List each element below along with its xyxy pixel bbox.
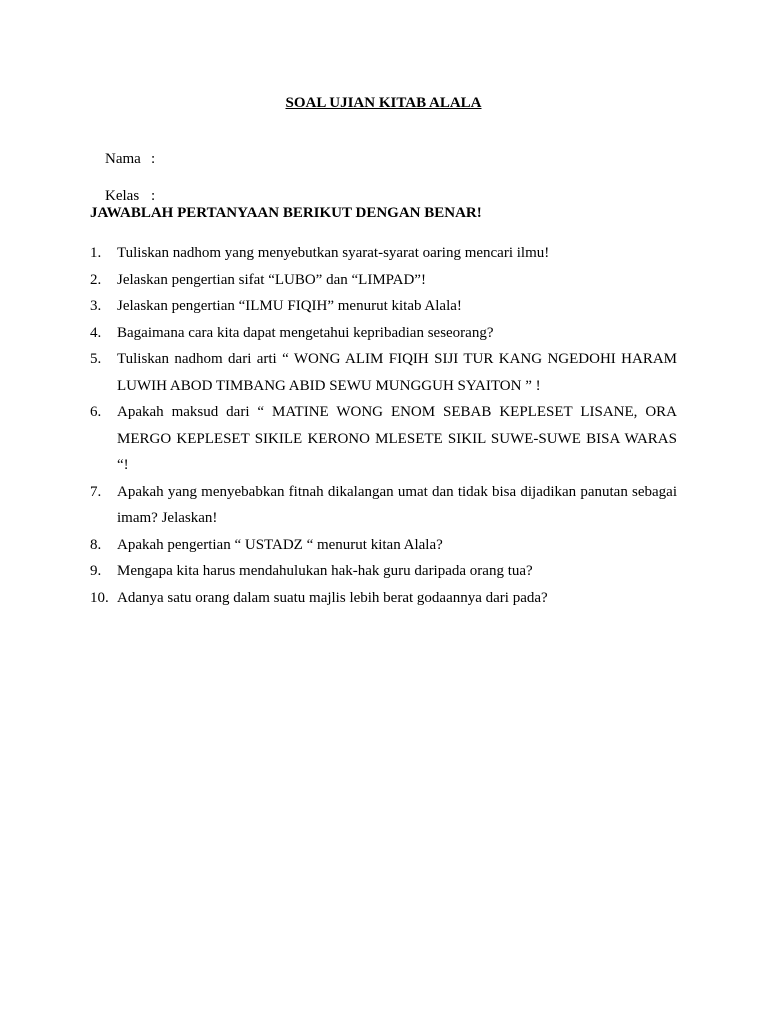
- question-item-6: [90, 399, 677, 479]
- question-number: 5.: [90, 351, 102, 367]
- instruction-heading: JAWABLAH PERTANYAAN BERIKUT DENGAN BENAR!: [90, 205, 482, 221]
- question-text: Adanya satu orang dalam suatu majlis lebih berat godaannya dari pada?: [117, 589, 548, 606]
- class-separator: :: [151, 188, 156, 204]
- question-number: 10.: [90, 589, 109, 606]
- question-list: [90, 240, 677, 611]
- question-text: Tuliskan nadhom dari arti “ WONG ALIM FIQIH SIJI TUR KANG NGEDOHI HARAM LUWIH ABOD TIMBANG ABID SEWU MUNGGUH SYAITON ” !: [117, 351, 677, 394]
- question-number: 3.: [90, 298, 102, 314]
- name-separator: :: [151, 151, 156, 167]
- question-number: 9.: [90, 563, 102, 579]
- question-text: Apakah maksud dari “ MATINE WONG ENOM SEBAB KEPLESET LISANE, ORA MERGO KEPLESET SIKILE KERONO MLESETE SIKIL SUWE-SUWE BISA WARAS “!: [117, 404, 677, 473]
- question-item-2: [90, 267, 677, 294]
- question-text: Mengapa kita harus mendahulukan hak-hak guru daripada orang tua?: [117, 563, 533, 579]
- question-text: Jelaskan pengertian sifat “LUBO” dan “LIMPAD”!: [117, 271, 426, 288]
- class-label: Kelas: [105, 188, 140, 204]
- question-item-9: [90, 558, 677, 585]
- question-number: 1.: [90, 245, 102, 261]
- question-text: Apakah yang menyebabkan fitnah dikalangan umat dan tidak bisa dijadikan panutan sebagai imam? Jelaskan!: [117, 483, 677, 526]
- question-item-8: [90, 532, 677, 559]
- question-text: Apakah pengertian “ USTADZ “ menurut kitan Alala?: [117, 536, 443, 553]
- question-text: Bagaimana cara kita dapat mengetahui kepribadian seseorang?: [117, 324, 494, 341]
- question-number: 7.: [90, 483, 102, 500]
- question-number: 8.: [90, 536, 102, 553]
- question-number: 6.: [90, 404, 102, 420]
- question-item-7: [90, 479, 677, 532]
- question-number: 2.: [90, 271, 102, 288]
- question-item-3: [90, 293, 677, 320]
- question-number: 4.: [90, 324, 102, 341]
- question-item-5: [90, 346, 677, 399]
- question-item-4: [90, 320, 677, 347]
- name-label: Nama: [105, 151, 141, 167]
- question-item-1: [90, 240, 677, 267]
- question-item-10: [90, 585, 677, 612]
- question-text: Tuliskan nadhom yang menyebutkan syarat-syarat oaring mencari ilmu!: [117, 245, 550, 261]
- document-title: SOAL UJIAN KITAB ALALA: [285, 95, 482, 111]
- question-text: Jelaskan pengertian “ILMU FIQIH” menurut kitab Alala!: [117, 298, 462, 314]
